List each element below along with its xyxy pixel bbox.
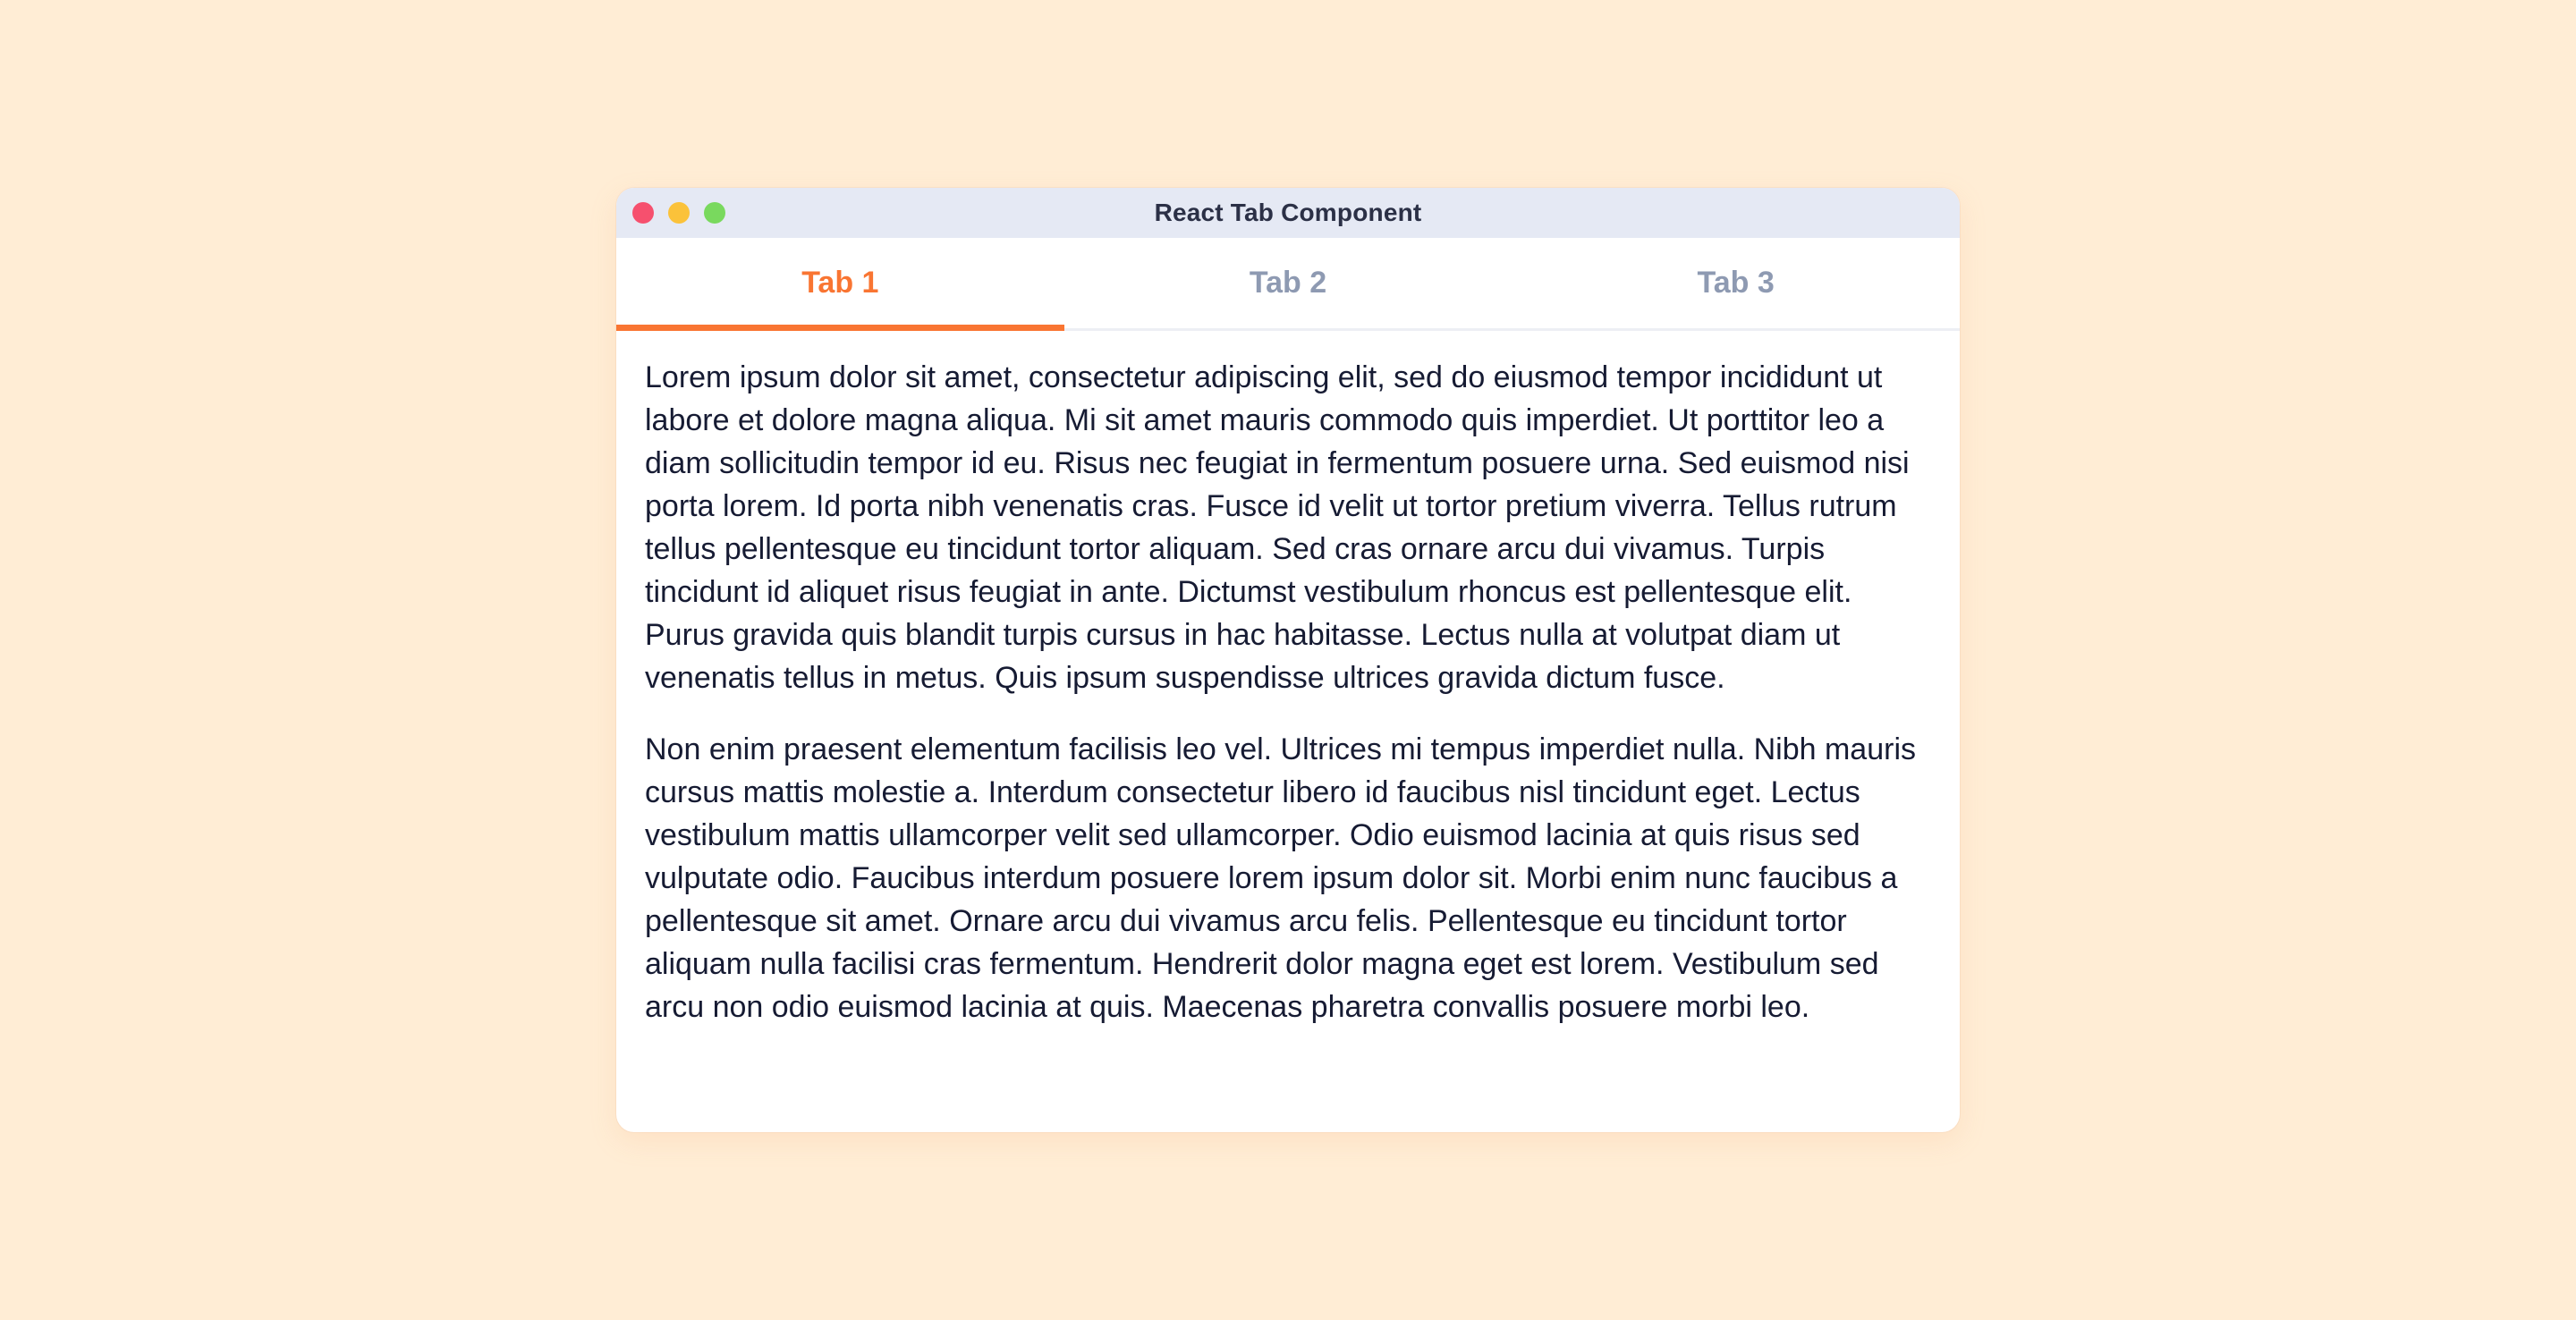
tab-3[interactable]: Tab 3	[1697, 266, 1775, 300]
content-paragraph-2: Non enim praesent elementum facilisis leo vel. Ultrices mi tempus imperdiet nulla. Nibh mauris cursus mattis molestie a. Interdum consectetur libero id faucibus nisl tincidunt eget. Lectus vestibulum mattis ullamcorper velit sed ullamcorper. Odio euismod lacinia at quis risus sed vulputate odio. Faucibus interdum posuere lorem ipsum dolor sit. Morbi enim nunc faucibus a pellentesque sit amet. Ornare arcu dui vivamus arcu felis. Pellentesque eu tincidunt tortor aliquam nulla facilisi cras fermentum. Hendrerit dolor magna eget est lorem. Vestibulum sed arcu non odio euismod lacinia at quis. Maecenas pharetra convallis posuere morbi leo.	[645, 732, 1916, 1024]
minimize-dot-icon[interactable]	[668, 202, 690, 224]
window-title: React Tab Component	[1154, 199, 1422, 226]
close-dot-icon[interactable]	[632, 202, 654, 224]
tab-1[interactable]: Tab 1	[616, 238, 1064, 328]
content-paragraph-1: Lorem ipsum dolor sit amet, consectetur adipiscing elit, sed do eiusmod tempor incididunt ut labore et dolore magna aliqua. Mi sit amet mauris commodo quis imperdiet. Ut porttitor leo a diam sollicitudin tempor id eu. Risus nec feugiat in fermentum posuere urna. Sed euismod nisi porta lorem. Id porta nibh venenatis cras. Fusce id velit ut tortor pretium viverra. Tellus rutrum tellus pellentesque eu tincidunt tortor aliquam. Sed cras ornare arcu dui vivamus. Turpis tincidunt id aliquet risus feugiat in ante. Dictumst vestibulum rhoncus est pellentesque elit. Purus gravida quis blandit turpis cursus in hac habitasse. Lectus nulla at volutpat diam ut venenatis tellus in metus. Quis ipsum suspendisse ultrices gravida dictum fusce.	[645, 360, 1910, 695]
tab-bar	[616, 238, 1960, 331]
maximize-dot-icon[interactable]	[704, 202, 725, 224]
window-titlebar	[616, 188, 1960, 238]
tab-panel	[616, 331, 1960, 1028]
tab-2[interactable]: Tab 2	[1249, 266, 1327, 300]
window-controls	[632, 188, 725, 238]
app-window	[616, 188, 1960, 1132]
